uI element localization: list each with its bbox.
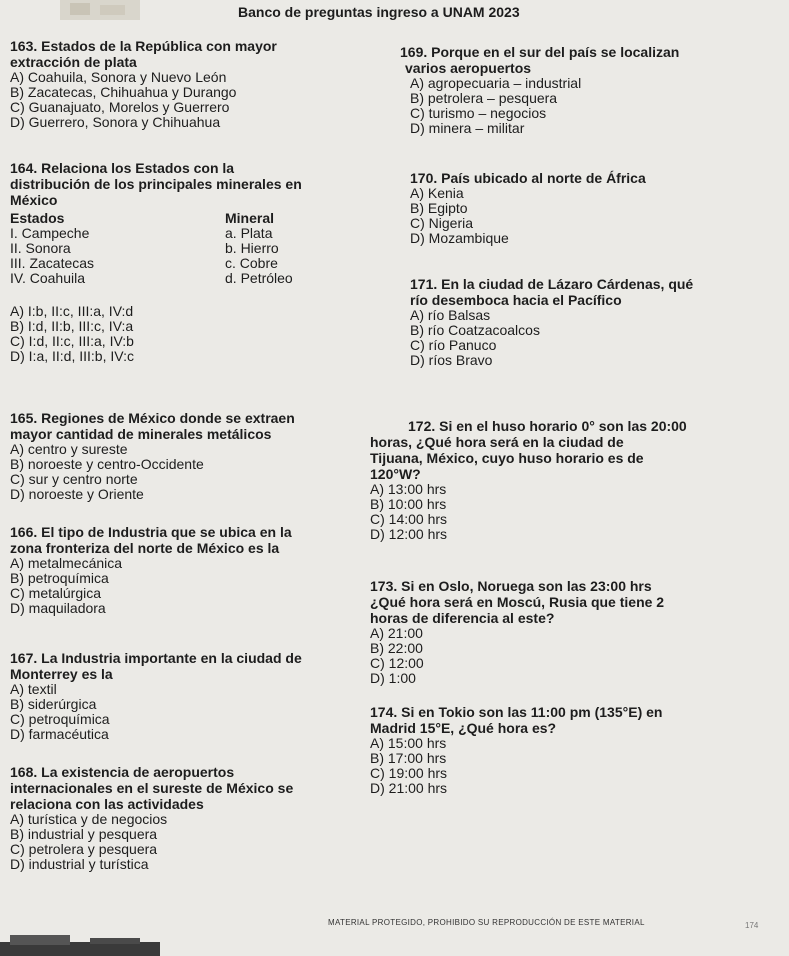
question-title: extracción de plata <box>10 54 137 70</box>
question-title: zona fronteriza del norte de México es la <box>10 540 280 556</box>
answer-option: A) 15:00 hrs <box>370 735 447 751</box>
answer-option: C) sur y centro norte <box>10 471 138 487</box>
question-title: 168. La existencia de aeropuertos <box>10 764 235 780</box>
question-title: 163. Estados de la República con mayor <box>10 38 277 54</box>
answer-option: D) 21:00 hrs <box>370 780 448 796</box>
answer-option: A) textil <box>10 681 57 697</box>
estado-cell: IV. Coahuila <box>10 270 85 286</box>
answer-option: A) 21:00 <box>370 625 423 641</box>
answer-option: A) Coahuila, Sonora y Nuevo León <box>10 69 227 85</box>
question-title: 171. En la ciudad de Lázaro Cárdenas, qué <box>410 276 694 292</box>
question-163 <box>10 38 380 130</box>
question-172 <box>370 418 770 542</box>
question-title: horas, ¿Qué hora será en la ciudad de <box>370 434 624 450</box>
question-174 <box>370 704 770 796</box>
question-167 <box>10 650 380 742</box>
question-title: México <box>10 192 58 208</box>
question-165 <box>10 410 380 502</box>
question-title: 165. Regiones de México donde se extraen <box>10 410 295 426</box>
question-title: mayor cantidad de minerales metálicos <box>10 426 272 442</box>
table-row <box>10 256 380 271</box>
question-168 <box>10 764 380 872</box>
answer-option: B) Zacatecas, Chihuahua y Durango <box>10 84 237 100</box>
footer-notice: MATERIAL PROTEGIDO, PROHIBIDO SU REPRODUCCIÓN DE ESTE MATERIAL <box>328 918 645 927</box>
header-decoration-icon <box>50 0 150 26</box>
question-170 <box>410 170 780 246</box>
question-title: distribución de los principales minerales en <box>10 176 302 192</box>
question-title: 174. Si en Tokio son las 11:00 pm (135°E) en <box>370 704 663 720</box>
answer-option: C) petroquímica <box>10 711 110 727</box>
answer-option: D) minera – militar <box>410 120 525 136</box>
answer-option: C) Nigeria <box>410 215 474 231</box>
answer-option: A) centro y sureste <box>10 441 128 457</box>
header-estados: Estados <box>10 210 65 226</box>
header-mineral: Mineral <box>225 210 275 226</box>
answer-option: C) 12:00 <box>370 655 424 671</box>
question-title: ¿Qué hora será en Moscú, Rusia que tiene 2 <box>370 594 665 610</box>
answer-option: A) Kenia <box>410 185 464 201</box>
answer-option: C) 14:00 hrs <box>370 511 448 527</box>
answer-option: B) 10:00 hrs <box>370 496 447 512</box>
estado-cell: II. Sonora <box>10 240 71 256</box>
answer-option: B) 22:00 <box>370 640 423 656</box>
question-title: 169. Porque en el sur del país se localizan <box>400 44 680 60</box>
answer-option: D) Mozambique <box>410 230 509 246</box>
estado-cell: III. Zacatecas <box>10 255 95 271</box>
question-title: río desemboca hacia el Pacífico <box>410 292 622 308</box>
question-title: 170. País ubicado al norte de África <box>410 170 646 186</box>
answer-option: B) Egipto <box>410 200 468 216</box>
question-title: 167. La Industria importante en la ciudad de <box>10 650 302 666</box>
question-title: varios aeropuertos <box>405 60 532 76</box>
table-row <box>10 271 380 286</box>
answer-option: B) industrial y pesquera <box>10 826 158 842</box>
question-title: 164. Relaciona los Estados con la <box>10 160 235 176</box>
answer-option: C) I:d, II:c, III:a, IV:b <box>10 333 134 349</box>
answer-option: B) petroquímica <box>10 570 109 586</box>
answer-option: A) I:b, II:c, III:a, IV:d <box>10 303 134 319</box>
question-title: 172. Si en el huso horario 0° son las 20:00 <box>408 418 687 434</box>
table-row <box>10 241 380 256</box>
answer-option: D) industrial y turística <box>10 856 149 872</box>
question-title: relaciona con las actividades <box>10 796 204 812</box>
answer-option: B) petrolera – pesquera <box>410 90 558 106</box>
answer-option: A) metalmecánica <box>10 555 123 571</box>
answer-option: B) I:d, II:b, III:c, IV:a <box>10 318 134 334</box>
answer-option: D) noroeste y Oriente <box>10 486 144 502</box>
answer-option: D) Guerrero, Sonora y Chihuahua <box>10 114 221 130</box>
question-title: Tijuana, México, cuyo huso horario es de <box>370 450 644 466</box>
question-title: horas de diferencia al este? <box>370 610 555 626</box>
answer-option: A) 13:00 hrs <box>370 481 447 497</box>
mineral-cell: a. Plata <box>225 225 273 241</box>
answer-option: B) noroeste y centro-Occidente <box>10 456 204 472</box>
question-title: Monterrey es la <box>10 666 113 682</box>
answer-option: D) I:a, II:d, III:b, IV:c <box>10 348 134 364</box>
answer-option: C) turismo – negocios <box>410 105 547 121</box>
answer-option: C) río Panuco <box>410 337 497 353</box>
bottom-decoration-icon <box>0 930 160 956</box>
answer-option: A) río Balsas <box>410 307 491 323</box>
answer-option: D) ríos Bravo <box>410 352 493 368</box>
question-169 <box>400 44 770 136</box>
answer-option: D) 12:00 hrs <box>370 526 448 542</box>
estado-cell: I. Campeche <box>10 225 90 241</box>
answer-option: B) 17:00 hrs <box>370 750 447 766</box>
answer-option: B) siderúrgica <box>10 696 97 712</box>
answer-option: C) metalúrgica <box>10 585 102 601</box>
answer-option: C) 19:00 hrs <box>370 765 448 781</box>
mineral-cell: d. Petróleo <box>225 270 293 286</box>
question-title: 120°W? <box>370 466 421 482</box>
question-171 <box>410 276 780 368</box>
table-row <box>10 226 380 241</box>
question-title: Madrid 15°E, ¿Qué hora es? <box>370 720 557 736</box>
answer-option: A) turística y de negocios <box>10 811 168 827</box>
answer-option: C) Guanajuato, Morelos y Guerrero <box>10 99 230 115</box>
mineral-cell: b. Hierro <box>225 240 279 256</box>
answer-option: D) maquiladora <box>10 600 106 616</box>
answer-option: A) agropecuaria – industrial <box>410 75 582 91</box>
question-title: 173. Si en Oslo, Noruega son las 23:00 hrs <box>370 578 652 594</box>
question-title: 166. El tipo de Industria que se ubica en la <box>10 524 292 540</box>
answer-option: B) río Coatzacoalcos <box>410 322 540 338</box>
page-title: Banco de preguntas ingreso a UNAM 2023 <box>238 4 520 20</box>
answer-option: D) 1:00 <box>370 670 416 686</box>
answer-option: C) petrolera y pesquera <box>10 841 158 857</box>
question-title: internacionales en el sureste de México se <box>10 780 294 796</box>
question-166 <box>10 524 380 616</box>
question-173 <box>370 578 770 686</box>
table-header <box>10 211 380 226</box>
question-164 <box>10 160 380 364</box>
page-number: 174 <box>745 921 759 930</box>
mineral-cell: c. Cobre <box>225 255 278 271</box>
answer-option: D) farmacéutica <box>10 726 109 742</box>
